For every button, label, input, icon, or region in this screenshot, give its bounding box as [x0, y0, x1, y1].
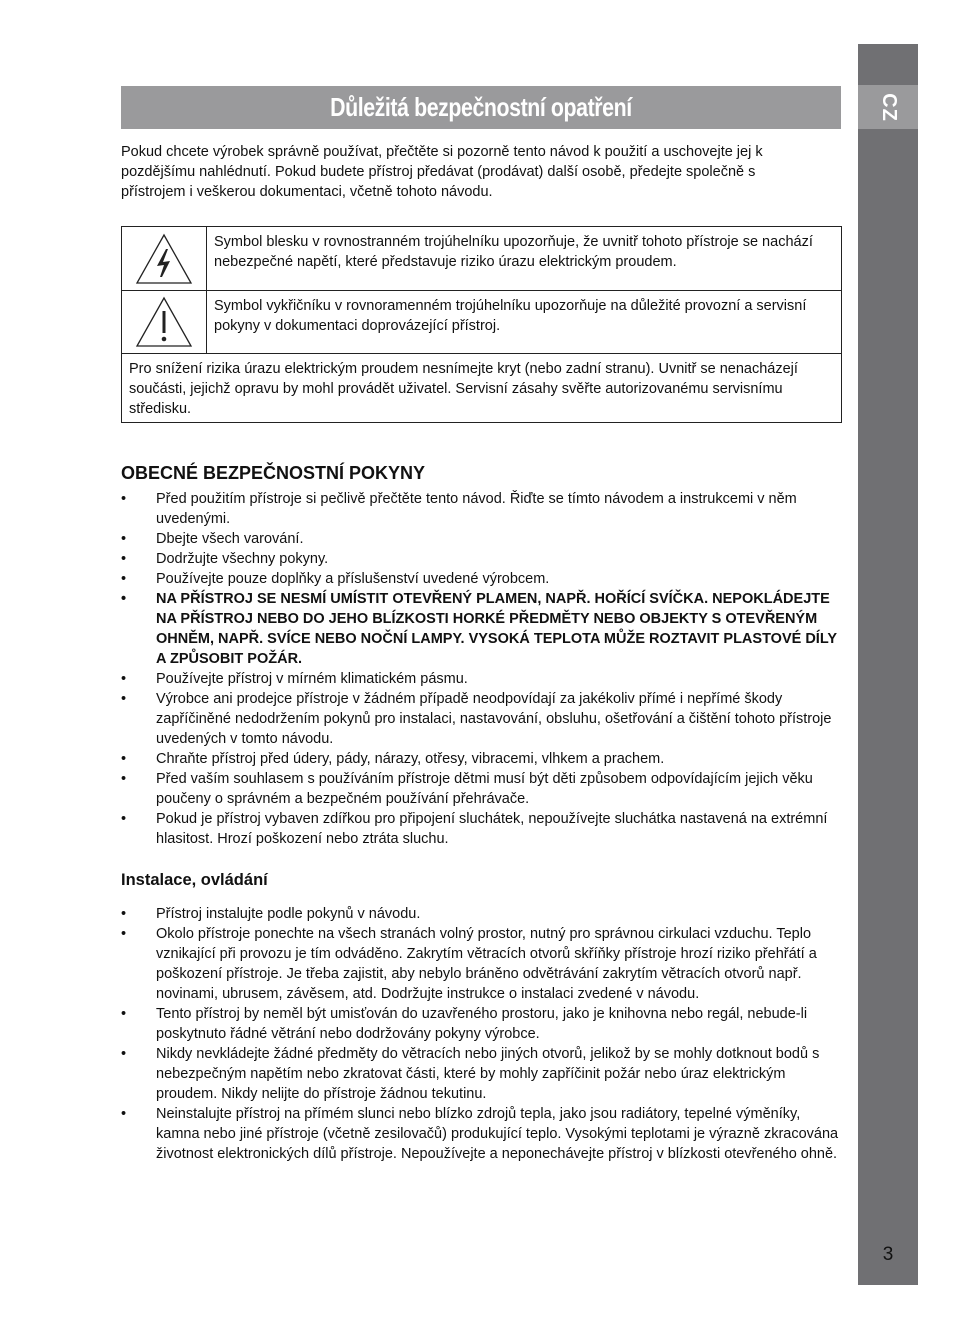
list-item: • Používejte přístroj v mírném klimatickém pásmu.: [121, 671, 468, 687]
warning-footer-text: Pro snížení rizika úrazu elektrickým proudem nesnímejte kryt (nebo zadní stranu). Uvnitř se nenacházejí součásti, jejichž opravu by mohl provádět uživatel. Servisní zásahy svěřte autorizovanému servisnímu středisku.: [129, 361, 798, 417]
language-tab: [858, 85, 918, 129]
list-item: • Dbejte všech varování.: [121, 531, 304, 547]
side-tab-bar: [858, 44, 918, 1285]
list-item: • Okolo přístroje ponechte na všech stranách volný prostor, nutný pro správnou cirkulaci vzduchu. Teplo vznikající při provozu je tím odváděno. Zakrytím větracích otvorů skříňky přístroje hrozí riziko přehřátí a poškození přístroje. Je třeba zajistit, aby nebylo bráněno odvětrávání zakrytím větracích otvorů např. novinami, ubrusem, závěsem, atd. Dodržujte instrukce o instalaci zvedené v návodu.: [121, 926, 817, 1002]
bullet-icon: •: [121, 1046, 127, 1062]
list-item: • Neinstalujte přístroj na přímém slunci nebo blízko zdrojů tepla, jako jsou radiátory, tepelné výměníky, kamna nebo jiné přístroje (včetně zesilovačů) produkující teplo. Vysokými teplotami je výrazně zkracována životnost elektronických dílů přístroje. Nepoužívejte a neponechávejte přístroj v blízkosti otevřeného ohně.: [121, 1106, 839, 1162]
bullet-icon: •: [121, 671, 127, 687]
general-safety-list: [121, 489, 843, 849]
list-item: • Dodržujte všechny pokyny.: [121, 551, 329, 567]
installation-list: [121, 904, 843, 1164]
bullet-icon: •: [121, 811, 127, 827]
bullet-icon: •: [121, 771, 127, 787]
language-code: CZ: [877, 92, 900, 122]
section-title-installation: Instalace, ovládání: [121, 871, 268, 889]
list-item-fire-warning: • NA PŘÍSTROJ SE NESMÍ UMÍSTIT OTEVŘENÝ PLAMEN, NAPŘ. HOŘÍCÍ SVÍČKA. NEPOKLÁDEJTE NA PŘÍSTROJ NEBO DO JEHO BLÍZKOSTI HORKÉ PŘEDMĚTY NEBO OBJEKTY S OTEVŘENÝM OHNĚM, NAPŘ. SVÍCE NEBO NOČNÍ LAMPY. VYSOKÁ TEPLOTA MŮŽE ROZTAVIT PLASTOVÉ DÍLY A ZPŮSOBIT POŽÁR.: [121, 591, 837, 667]
bullet-icon: •: [121, 531, 127, 547]
intro-paragraph: Pokud chcete výrobek správně používat, přečtěte si pozorně tento návod k použití a uschovejte jej k pozdějšímu nahlédnutí. Pokud budete přístroj předávat (prodávat) další osobě, předejte společně s přístrojem i veškerou dokumentaci, včetně tohoto návodu.: [121, 144, 763, 200]
bullet-icon: •: [121, 571, 127, 587]
exclamation-triangle-icon: [122, 291, 207, 353]
warning-row-lightning: [122, 227, 841, 291]
bullet-icon: •: [121, 906, 127, 922]
bullet-icon: •: [121, 591, 127, 607]
list-item: • Tento přístroj by neměl být umisťován do uzavřeného prostoru, jako je knihovna nebo regál, nebude-li poskytnuto řádné větrání nebo dodržovány pokyny výrobce.: [121, 1006, 808, 1042]
list-item: • Výrobce ani prodejce přístroje v žádném případě neodpovídají za jakékoliv přímé i nepřímé škody zapříčiněné nedodržením pokynů pro instalaci, nastavování, obsluhu, ošetřování a čištění tohoto přístroje uvedených v tomto návodu.: [121, 691, 832, 747]
page-title: Důležitá bezpečnostní opatření: [330, 92, 632, 122]
bullet-icon: •: [121, 1006, 127, 1022]
list-item: • Před použitím přístroje si pečlivě přečtěte tento návod. Řiďte se tímto návodem a instrukcemi v něm uvedenými.: [121, 491, 797, 527]
section-title-general: OBECNÉ BEZPEČNOSTNÍ POKYNY: [121, 463, 426, 483]
list-item: • Chraňte přístroj před údery, pády, nárazy, otřesy, vibracemi, vlhkem a prachem.: [121, 751, 665, 767]
list-item: • Přístroj instalujte podle pokynů v návodu.: [121, 906, 421, 922]
warning-symbols-table: [121, 226, 842, 423]
list-item: • Před vaším souhlasem s používáním přístroje dětmi musí být děti způsobem odpovídajícím jejich věku poučeny o správném a bezpečném používání přehrávače.: [121, 771, 813, 807]
page-title-bar: [121, 86, 841, 129]
warning-text: Symbol blesku v rovnostranném trojúhelníku upozorňuje, že uvnitř tohoto přístroje se nachází nebezpečné napětí, které představuje riziko úrazu elektrickým proudem.: [214, 234, 813, 270]
warning-row-exclamation: [122, 291, 841, 354]
bullet-icon: •: [121, 491, 127, 507]
bullet-icon: •: [121, 926, 127, 942]
bullet-icon: •: [121, 1106, 127, 1122]
bullet-icon: •: [121, 691, 127, 707]
bullet-icon: •: [121, 751, 127, 767]
list-item: • Nikdy nevkládejte žádné předměty do větracích nebo jiných otvorů, jelikož by se mohly dotknout bodů s nebezpečným napětím nebo zkratovat části, které by mohly zapříčinit požár nebo úraz elektrickým proudem. Nikdy nelijte do přístroje žádnou tekutinu.: [121, 1046, 820, 1102]
list-item: • Pokud je přístroj vybaven zdířkou pro připojení sluchátek, nepoužívejte sluchátka nastavená na extrémní hlasitost. Hrozí poškození nebo ztráta sluchu.: [121, 811, 828, 847]
lightning-triangle-icon: [122, 227, 207, 290]
warning-text: Symbol vykřičníku v rovnoramenném trojúhelníku upozorňuje na důležité provozní a servisní pokyny v dokumentaci doprovázející přístroj.: [214, 298, 807, 334]
page-number: 3: [882, 1244, 894, 1265]
bullet-icon: •: [121, 551, 127, 567]
list-item: • Používejte pouze doplňky a příslušenství uvedené výrobcem.: [121, 571, 550, 587]
